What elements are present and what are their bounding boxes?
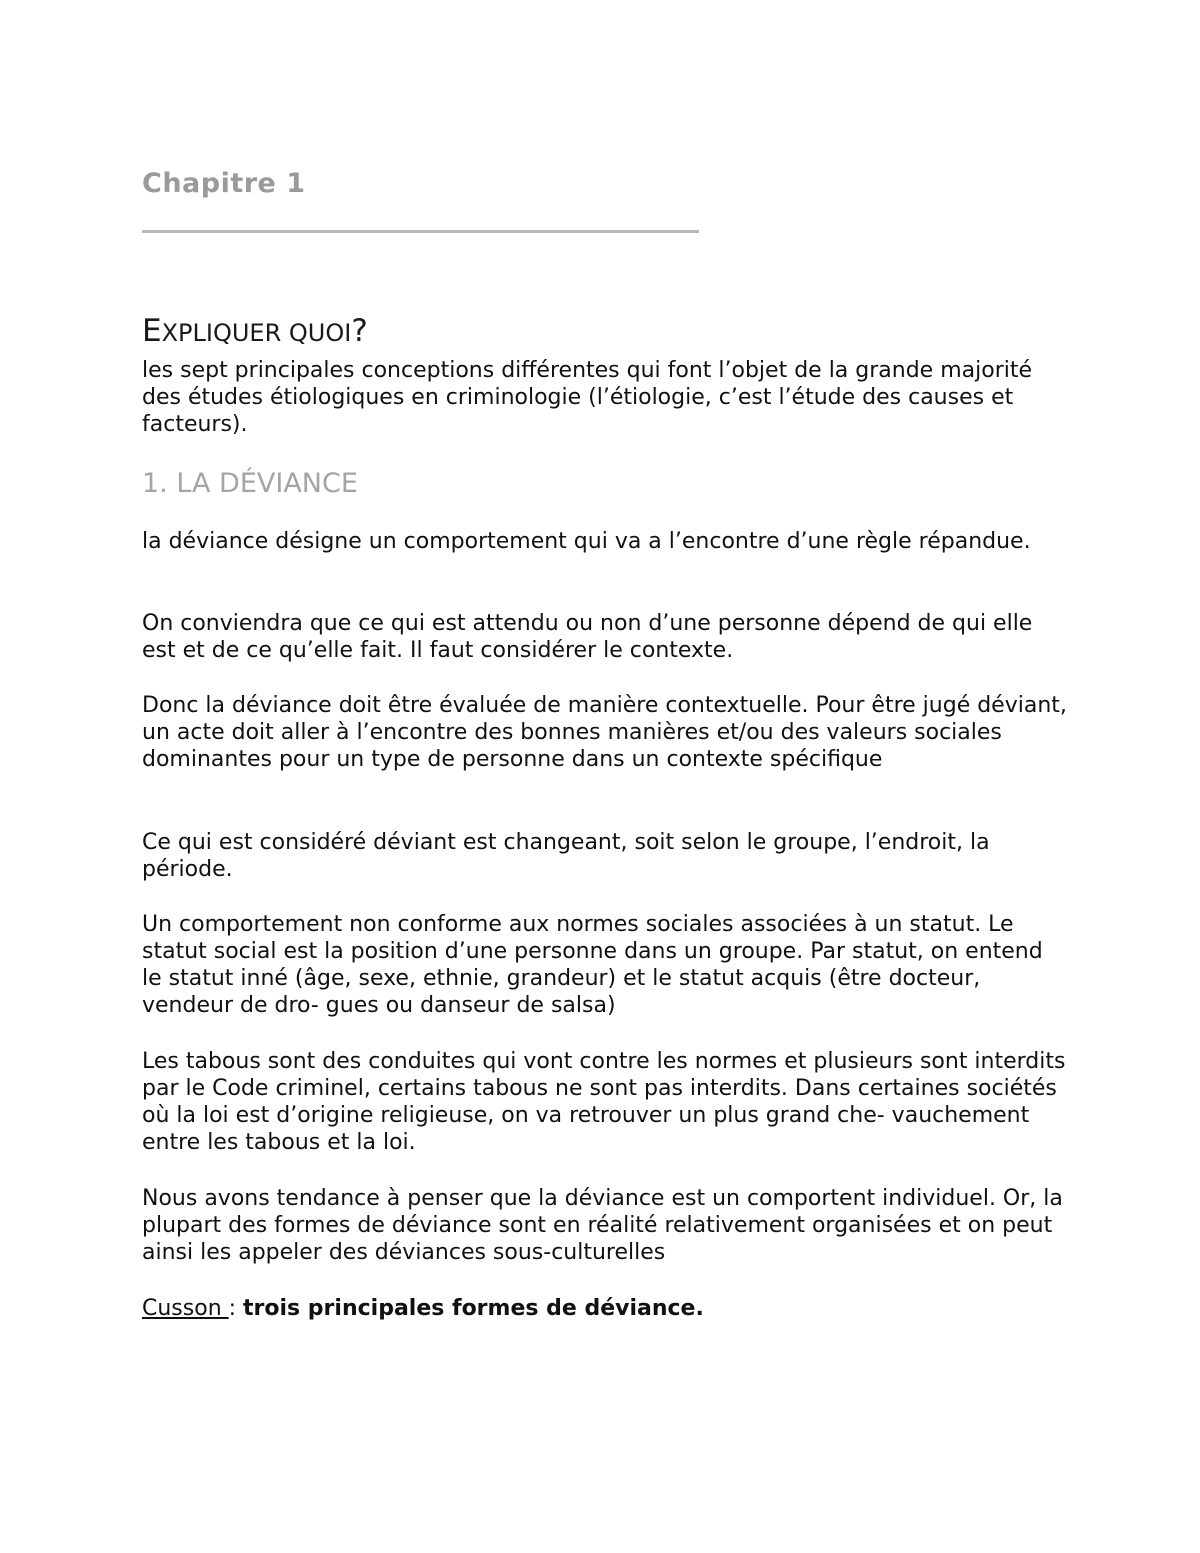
cusson-statement: trois principales formes de déviance. [243,1296,704,1321]
section-heading: 1. LA DÉVIANCE [142,468,358,499]
cusson-reference: Cusson [142,1296,229,1321]
paragraph-5: Un comportement non conforme aux normes sociales associées à un statut. Le statut social est la position d’une personne dans un groupe. Par statut, on entend le statut inné (âge, sexe, ethnie, grandeur) et le statut acquis (être docteur, vendeur de dro- gues ou danseur de salsa) [142,912,1043,1018]
cusson-separator: : [228,1296,244,1321]
paragraph-4: Ce qui est considéré déviant est changeant, soit selon le groupe, l’endroit, la période. [142,830,990,882]
title-punct: ? [351,312,368,349]
chapter-divider [142,230,699,233]
paragraph-3: Donc la déviance doit être évaluée de manière contextuelle. Pour être jugé déviant, un acte doit aller à l’encontre des bonnes manières et/ou des valeurs sociales dominantes pour un type de personne dans un contexte spécifique [142,693,1067,772]
title-initial: E [142,312,162,349]
paragraph-2: On conviendra que ce qui est attendu ou non d’une personne dépend de qui elle est et de ce qu’elle fait. Il faut considérer le contexte. [142,611,1033,663]
chapter-label: Chapitre 1 [142,168,306,199]
paragraph-7: Nous avons tendance à penser que la déviance est un comportent individuel. Or, la plupart des formes de déviance sont en réalité relativement organisées et on peut ainsi les appeler des déviances sous-culturelles [142,1186,1063,1265]
page-title [142,313,368,349]
cusson-line [142,1295,1067,1322]
paragraph-1: la déviance désigne un comportement qui va a l’encontre d’une règle répandue. [142,529,1031,554]
paragraph-6: Les tabous sont des conduites qui vont contre les normes et plusieurs sont interdits par le Code criminel, certains tabous ne sont pas interdits. Dans certaines sociétés où la loi est d’origine religieuse, on va retrouver un plus grand che- vauchement entre les tabous et la loi. [142,1049,1066,1155]
title-rest: XPLIQUER QUOI [161,318,352,347]
intro-paragraph: les sept principales conceptions différentes qui font l’objet de la grande majorité des études étiologiques en criminologie (l’étiologie, c’est l’étude des causes et facteurs). [142,358,1033,437]
